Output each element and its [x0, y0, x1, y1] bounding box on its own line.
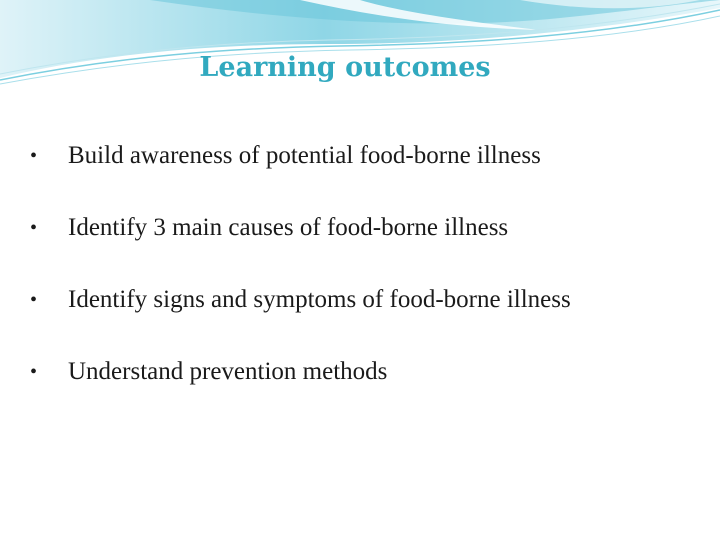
- bullet-icon: •: [30, 145, 38, 167]
- bullet-text: Identify 3 main causes of food-borne illness: [68, 214, 509, 241]
- bullet-text: Identify signs and symptoms of food-borne illness: [68, 286, 571, 313]
- bullet-icon: •: [30, 217, 38, 239]
- bullet-item-symptoms: [28, 282, 698, 318]
- bullet-item-prevention: [28, 354, 698, 390]
- bullet-text: Understand prevention methods: [68, 358, 388, 385]
- bullet-text: Build awareness of potential food-borne illness: [68, 142, 541, 169]
- slide-title: Learning outcomes: [199, 52, 491, 83]
- bullet-icon: •: [30, 289, 38, 311]
- bullet-list: [28, 138, 698, 426]
- bullet-item-awareness: [28, 138, 698, 174]
- bullet-item-causes: [28, 210, 698, 246]
- bullet-icon: •: [30, 361, 38, 383]
